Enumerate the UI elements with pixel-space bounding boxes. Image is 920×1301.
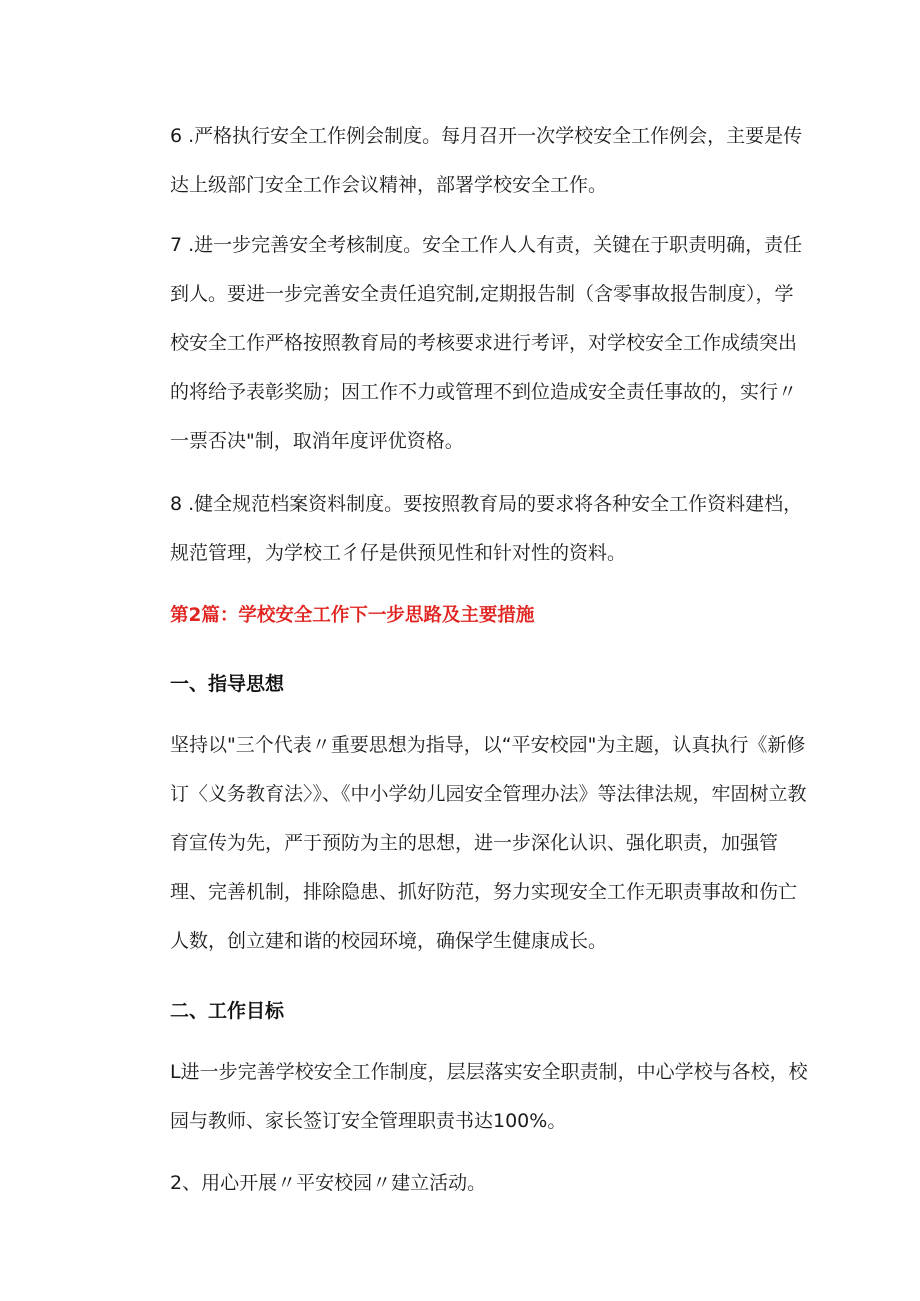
paragraph-item-6: 6 .严格执行安全工作例会制度。每月召开一次学校安全工作例会，主要是传达上级部门安全工作会议精神，部署学校安全工作。	[170, 125, 803, 196]
paragraph-guiding-ideology: 坚持以"三个代表〃重要思想为指导，以“平安校园"为主题，认真执行《新修订〈义务教育法〉》、《中小学幼儿园安全管理办法》等法律法规，牢固树立教育宣传为先，严于预防为主的思想，进一步深化认识、强化职责，加强管理、完善机制，排除隐患、抓好防范，努力实现安全工作无职责事故和伤亡人数，创立建和谐的校园环境，确保学生健康成长。	[170, 734, 807, 952]
heading-guiding-ideology: 一、指导思想	[170, 673, 285, 695]
paragraph-item-8: 8 .健全规范档案资料制度。要按照教育局的要求将各种安全工作资料建档，规范管理，为学校工彳仔是供预见性和针对性的资料。	[170, 493, 803, 564]
heading-work-goals: 二、工作目标	[170, 1000, 285, 1022]
paragraph-item-7: 7 .进一步完善安全考核制度。安全工作人人有责，关键在于职责明确，责任到人。要进一步完善安全责任追究制,定期报告制（含零事故报告制度），学校安全工作严格按照教育局的考核要求进行考评，对学校安全工作成绩突出的将给予表彰奖励；因工作不力或管理不到位造成安全责任事故的，实行〃一票否决"制，取消年度评优资格。	[170, 234, 803, 452]
section-title: 第2篇：学校安全工作下一步思路及主要措施	[170, 605, 535, 626]
paragraph-goal-2: 2、用心开展〃平安校园〃建立活动。	[170, 1172, 487, 1194]
paragraph-goal-1: L进一步完善学校安全工作制度，层层落实安全职责制，中心学校与各校，校园与教师、家长签订安全管理职责书达100%。	[170, 1061, 808, 1132]
